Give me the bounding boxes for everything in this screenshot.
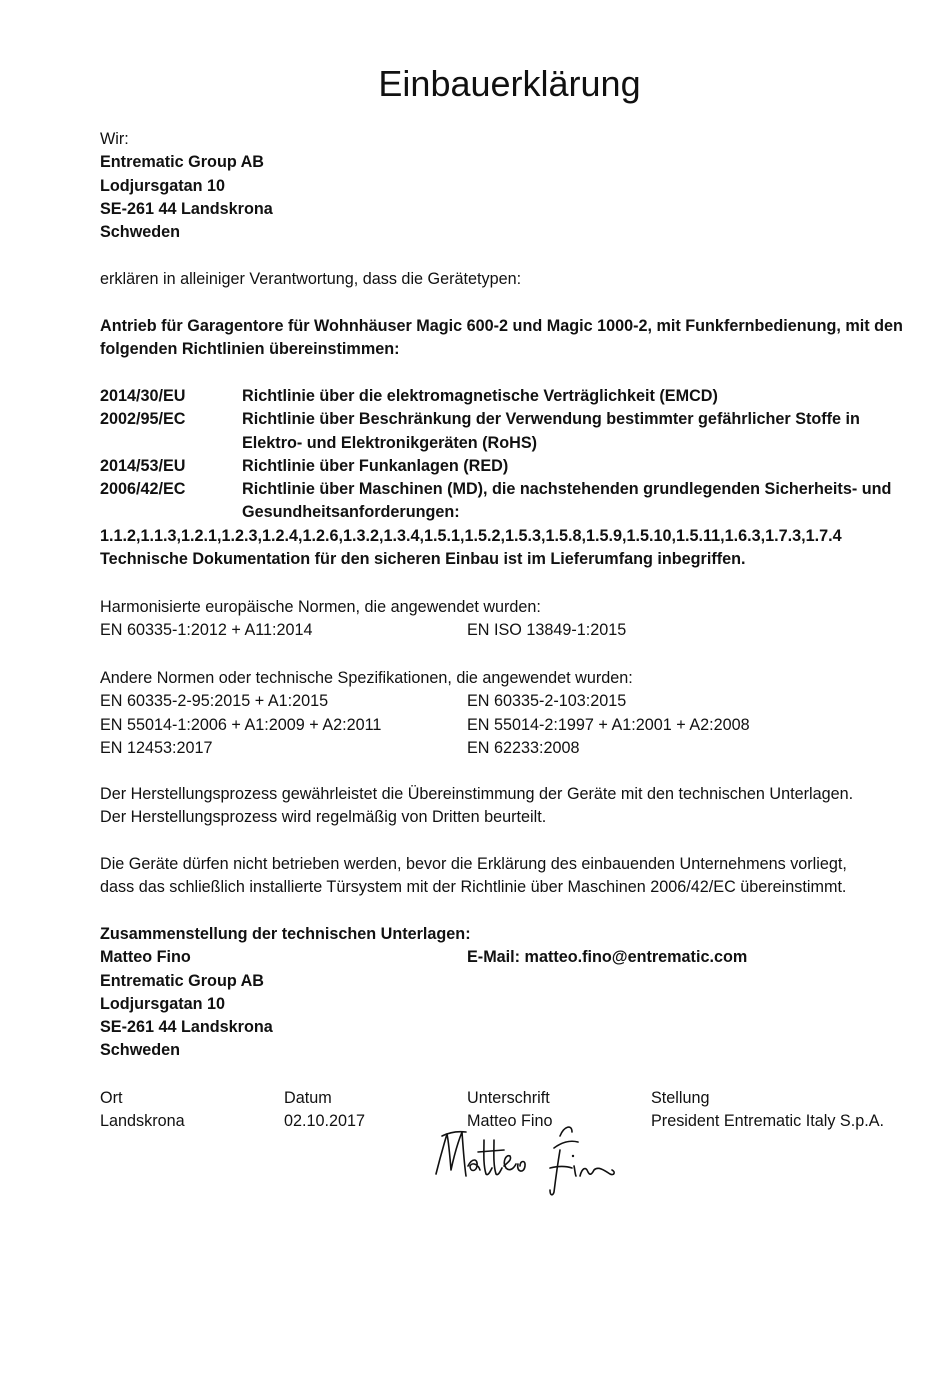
- company-city: SE-261 44 Landskrona: [100, 199, 273, 218]
- directive-text: Richtlinie über die elektromagnetische Verträglichkeit (EMCD): [242, 387, 718, 405]
- standard-right: EN 60335-2-103:2015: [467, 692, 627, 711]
- compilation-block: [100, 923, 920, 1063]
- directive-code: 2002/95/EC: [100, 410, 186, 429]
- product-statement: Antrieb für Garagentore für Wohnhäuser Magic 600-2 und Magic 1000-2, mit Funkfernbedienung, mit den folgenden Richtlinien übereinstimmen:: [100, 317, 903, 359]
- standard-right: EN 55014-2:1997 + A1:2001 + A2:2008: [467, 715, 750, 734]
- company-street: Lodjursgatan 10: [100, 176, 226, 195]
- notice-line: dass das schließlich installierte Türsystem mit der Richtlinie über Maschinen 2006/42/EC übereinstimmt.: [100, 878, 847, 897]
- compilation-person-row: [100, 946, 920, 969]
- header-signature: Unterschrift: [467, 1089, 550, 1107]
- directive-row: [100, 408, 920, 455]
- company-name: Entrematic Group AB: [100, 153, 264, 172]
- intro-text: Wir:: [100, 130, 129, 148]
- compilation-email: E-Mail: matteo.fino@entrematic.com: [467, 948, 748, 967]
- directive-code: 2014/53/EU: [100, 456, 186, 475]
- handwritten-signature: [432, 1118, 617, 1200]
- directive-text: Richtlinie über Maschinen (MD), die nachstehenden grundlegenden Sicherheits- und Gesundheitsanforderungen:: [242, 480, 892, 522]
- manufacturer-block: [100, 128, 920, 244]
- directive-text: Richtlinie über Beschränkung der Verwendung bestimmter gefährlicher Stoffe in Elektro- und Elektronikgeräten (RoHS): [242, 410, 860, 452]
- compilation-heading: Zusammenstellung der technischen Unterlagen:: [100, 925, 471, 943]
- directive-row: [100, 385, 920, 408]
- tech-doc-note: Technische Dokumentation für den sicheren Einbau ist im Lieferumfang inbegriffen.: [100, 550, 746, 569]
- value-signer: Matteo Fino: [467, 1112, 553, 1131]
- value-position: President Entrematic Italy S.p.A.: [651, 1112, 885, 1131]
- value-place: Landskrona: [100, 1112, 185, 1131]
- process-line: Der Herstellungsprozess gewährleistet die Übereinstimmung der Geräte mit den technischen Unterlagen.: [100, 785, 854, 803]
- standard-left: EN 60335-2-95:2015 + A1:2015: [100, 692, 329, 711]
- value-date: 02.10.2017: [284, 1112, 366, 1131]
- compilation-person: Matteo Fino: [100, 948, 191, 967]
- standard-left: EN 12453:2017: [100, 738, 213, 757]
- standard-row: [100, 690, 920, 713]
- company-country: Schweden: [100, 223, 181, 242]
- standard-row: [100, 714, 920, 737]
- harmonised-standards: [100, 596, 920, 643]
- directive-text: Richtlinie über Funkanlagen (RED): [242, 456, 509, 475]
- page-title: Einbauerklärung: [378, 63, 641, 104]
- notice-line: Die Geräte dürfen nicht betrieben werden, bevor die Erklärung des einbauenden Unternehmens vorliegt,: [100, 855, 847, 873]
- standard-right: EN 62233:2008: [467, 738, 580, 757]
- process-statement: [100, 783, 920, 830]
- compilation-country: Schweden: [100, 1041, 181, 1060]
- header-date: Datum: [284, 1089, 332, 1107]
- header-position: Stellung: [651, 1089, 710, 1107]
- other-standards: [100, 667, 920, 760]
- standard-left: EN 60335-1:2012 + A11:2014: [100, 621, 313, 640]
- declare-text: erklären in alleiniger Verantwortung, dass die Gerätetypen:: [100, 270, 522, 288]
- harmonised-heading: Harmonisierte europäische Normen, die angewendet wurden:: [100, 598, 541, 616]
- standard-right: EN ISO 13849-1:2015: [467, 621, 627, 640]
- directive-code: 2014/30/EU: [100, 387, 186, 405]
- header-place: Ort: [100, 1089, 123, 1107]
- other-heading: Andere Normen oder technische Spezifikationen, die angewendet wurden:: [100, 669, 633, 687]
- standard-row: [100, 619, 920, 642]
- process-line: Der Herstellungsprozess wird regelmäßig von Dritten beurteilt.: [100, 808, 547, 827]
- requirements-list: 1.1.2,1.1.3,1.2.1,1.2.3,1.2.4,1.2.6,1.3.2,1.3.4,1.5.1,1.5.2,1.5.3,1.5.8,1.5.9,1.5.10,1.5.11,1.6.3,1.7.3,1.7.4: [100, 526, 842, 545]
- installation-notice: [100, 853, 920, 900]
- directive-row: [100, 455, 920, 478]
- directive-row: [100, 478, 920, 525]
- compilation-company: Entrematic Group AB: [100, 971, 264, 990]
- standard-row: [100, 737, 920, 760]
- standard-left: EN 55014-1:2006 + A1:2009 + A2:2011: [100, 715, 382, 734]
- directive-code: 2006/42/EC: [100, 480, 186, 499]
- directives-list: [100, 385, 920, 571]
- compilation-city: SE-261 44 Landskrona: [100, 1018, 273, 1037]
- compilation-street: Lodjursgatan 10: [100, 994, 226, 1013]
- signature-table-header: [100, 1087, 930, 1110]
